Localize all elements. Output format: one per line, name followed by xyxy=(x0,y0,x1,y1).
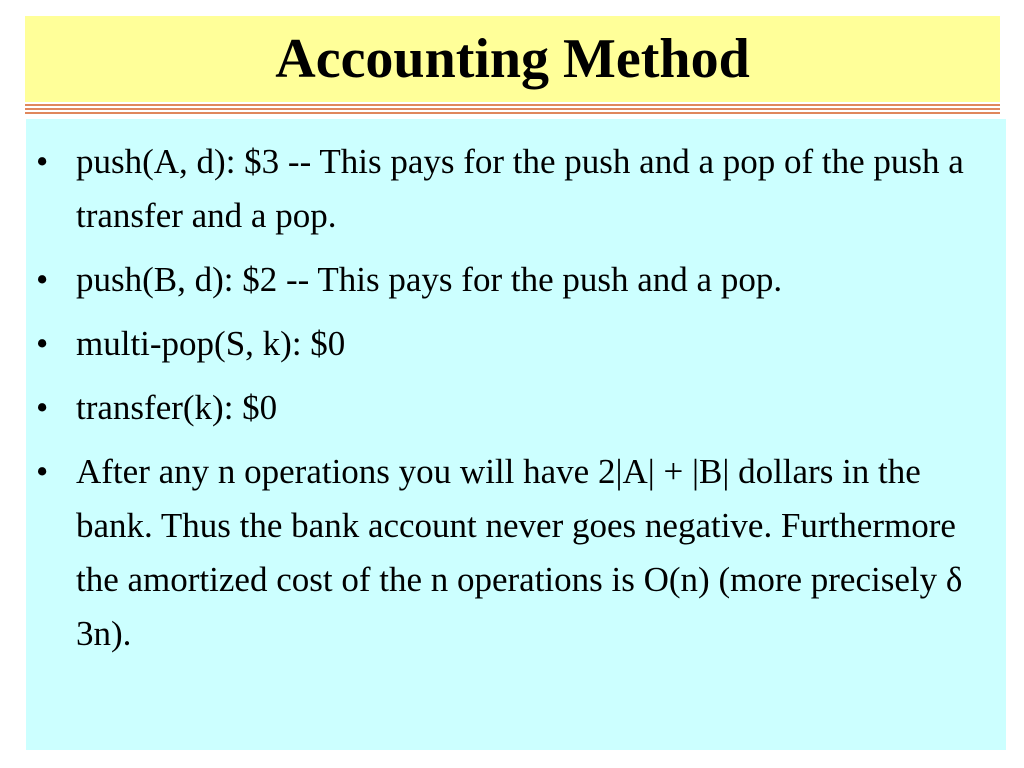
bullet-text: push(A, d): $3 -- This pays for the push and a pop of the push a transfer and a pop. xyxy=(76,142,964,235)
bullet-text: multi-pop(S, k): $0 xyxy=(76,324,346,363)
bullet-item xyxy=(26,253,1006,307)
content-box xyxy=(26,119,1006,750)
bullet-item xyxy=(26,445,1006,661)
title-divider-top xyxy=(25,104,1000,106)
bullet-icon: • xyxy=(36,260,49,299)
title-divider-bottom xyxy=(25,112,1000,114)
bullet-icon: • xyxy=(36,388,49,427)
bullet-text: After any n operations you will have 2|A| + |B| dollars in the bank. Thus the bank account never goes negative. Furthermore the amortized cost of the n operations is O(n) (more precisely δ 3n). xyxy=(76,452,963,653)
slide-title: Accounting Method xyxy=(275,28,750,90)
title-box xyxy=(25,16,1000,102)
bullet-icon: • xyxy=(36,324,49,363)
title-divider-middle xyxy=(25,108,1000,110)
bullet-item xyxy=(26,135,1006,243)
bullet-icon: • xyxy=(36,142,49,181)
bullet-icon: • xyxy=(36,452,49,491)
bullet-item xyxy=(26,317,1006,371)
bullet-item xyxy=(26,381,1006,435)
bullet-text: push(B, d): $2 -- This pays for the push and a pop. xyxy=(76,260,783,299)
bullet-text: transfer(k): $0 xyxy=(76,388,278,427)
bullet-list xyxy=(26,135,1006,671)
